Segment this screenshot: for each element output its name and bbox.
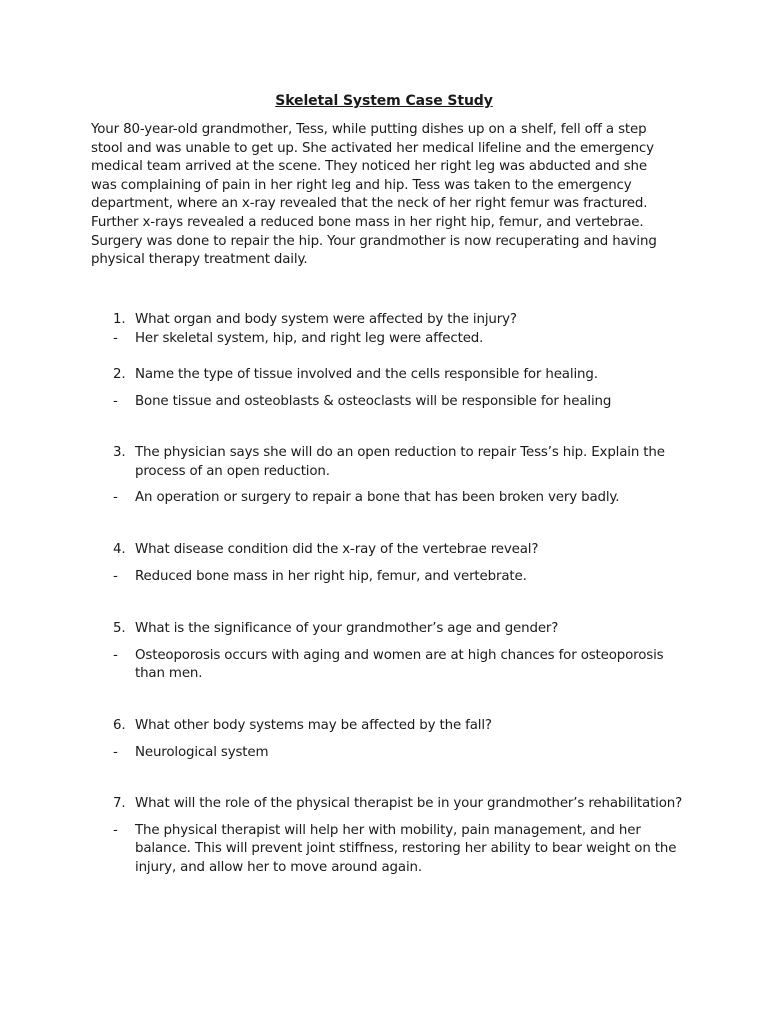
question-item	[0, 311, 695, 330]
question-text: What other body systems may be affected by the fall?	[135, 718, 492, 733]
intro-paragraph	[91, 121, 691, 270]
answer-item	[0, 647, 695, 684]
question-number: 1.	[113, 312, 126, 327]
answer-text: The physical therapist will help her with mobility, pain management, and her balance. This will prevent joint stiffness, restoring her ability to bear weight on the injury, and allow her to move around again.	[135, 822, 677, 875]
answer-text: Osteoporosis occurs with aging and women are at high chances for osteoporosis than men.	[135, 647, 664, 682]
answer-dash: -	[113, 822, 118, 838]
answer-dash: -	[113, 568, 118, 584]
question-text: The physician says she will do an open reduction to repair Tess’s hip. Explain the process of an open reduction.	[135, 445, 665, 479]
question-block-2	[0, 366, 768, 411]
question-item	[0, 366, 695, 385]
question-block-7	[0, 795, 768, 877]
question-item	[0, 717, 695, 736]
answer-text: Reduced bone mass in her right hip, femur, and vertebrate.	[135, 568, 527, 584]
answer-item	[0, 568, 695, 587]
answer-text: Bone tissue and osteoblasts & osteoclasts will be responsible for healing	[135, 393, 612, 409]
question-block-5	[0, 620, 768, 684]
question-item	[0, 795, 695, 814]
question-item	[0, 444, 695, 481]
question-number: 7.	[113, 796, 126, 811]
answer-item	[0, 393, 695, 412]
intro-line: Your 80-year-old grandmother, Tess, while putting dishes up on a shelf, fell off a step	[91, 122, 647, 137]
question-text: What is the significance of your grandmother’s age and gender?	[135, 621, 559, 636]
question-block-6	[0, 717, 768, 762]
intro-line: Further x-rays revealed a reduced bone mass in her right hip, femur, and vertebrae.	[91, 214, 644, 230]
answer-dash: -	[113, 330, 118, 346]
answer-item	[0, 489, 695, 508]
question-text: Name the type of tissue involved and the cells responsible for healing.	[135, 367, 598, 382]
question-number: 6.	[113, 718, 126, 733]
answer-item	[0, 744, 695, 763]
intro-line: physical therapy treatment daily.	[91, 252, 308, 268]
answer-text: An operation or surgery to repair a bone that has been broken very badly.	[135, 490, 620, 506]
intro-line: medical team arrived at the scene. They noticed her right leg was abducted and she	[91, 159, 647, 175]
answer-dash: -	[113, 744, 118, 760]
answer-item	[0, 822, 695, 878]
intro-line: was complaining of pain in her right leg and hip. Tess was taken to the emergency	[91, 177, 632, 193]
answer-dash: -	[113, 393, 118, 409]
question-number: 3.	[113, 445, 126, 460]
question-block-4	[0, 541, 768, 586]
answer-dash: -	[113, 490, 118, 506]
question-block-1	[0, 311, 768, 348]
answer-dash: -	[113, 647, 118, 663]
intro-line: Surgery was done to repair the hip. Your grandmother is now recuperating and having	[91, 233, 657, 249]
intro-line: stool and was unable to get up. She activated her medical lifeline and the emergency	[91, 140, 654, 156]
question-block-3	[0, 444, 768, 508]
question-item	[0, 620, 695, 639]
question-number: 5.	[113, 621, 126, 636]
answer-text: Her skeletal system, hip, and right leg were affected.	[135, 330, 484, 346]
document-title: Skeletal System Case Study	[275, 93, 493, 109]
question-item	[0, 541, 695, 560]
answer-text: Neurological system	[135, 744, 269, 760]
intro-line: department, where an x-ray revealed that the neck of her right femur was fractured.	[91, 196, 648, 212]
question-text: What organ and body system were affected by the injury?	[135, 312, 517, 327]
answer-item	[0, 330, 695, 349]
question-text: What will the role of the physical therapist be in your grandmother’s rehabilitation?	[135, 796, 683, 811]
question-number: 4.	[113, 542, 126, 557]
question-text: What disease condition did the x-ray of the vertebrae reveal?	[135, 542, 539, 557]
question-number: 2.	[113, 367, 126, 382]
